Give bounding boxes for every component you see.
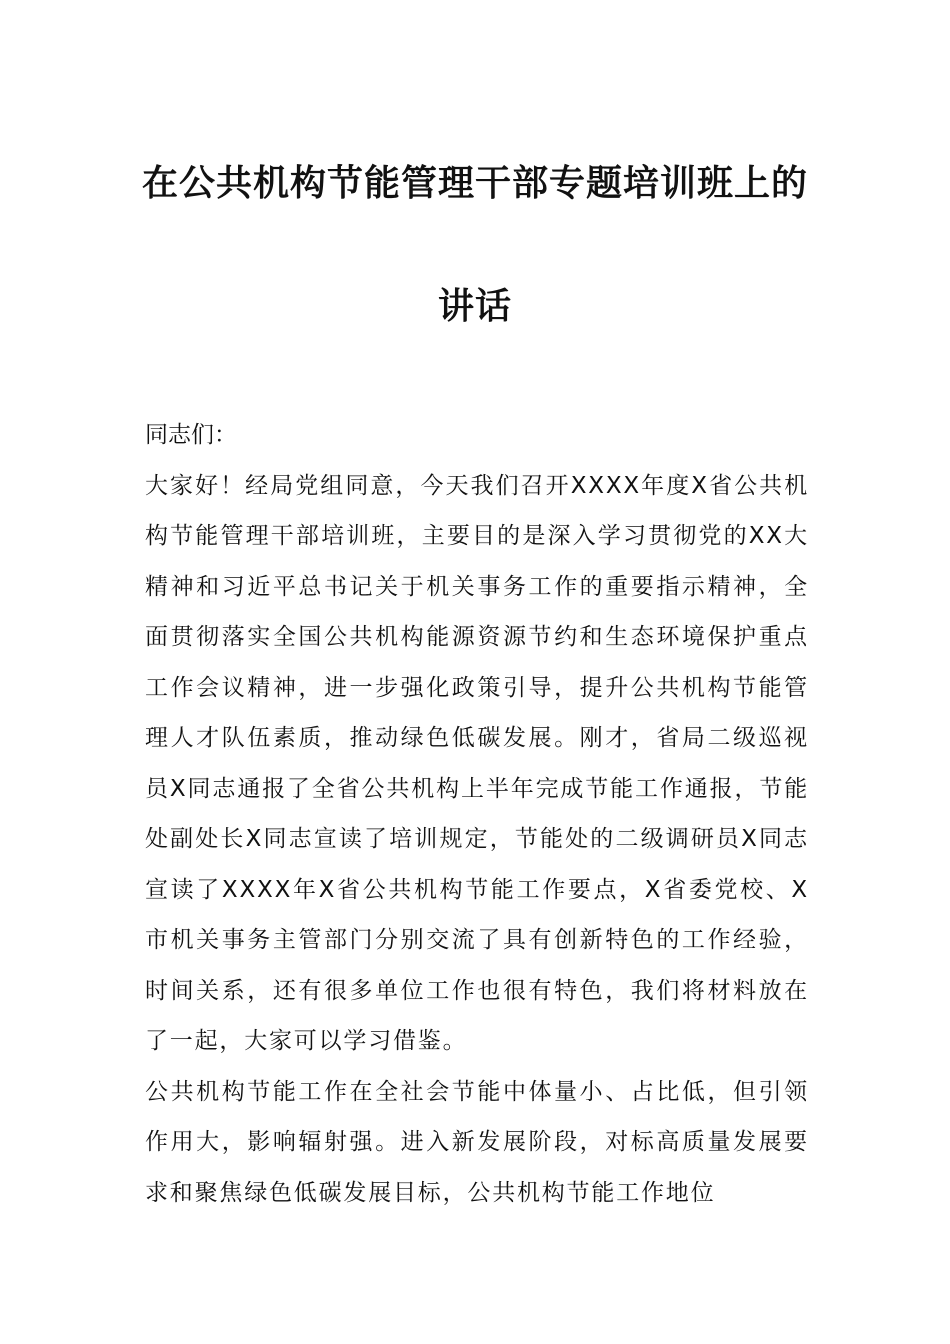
document-title-line-2: 讲话 <box>437 286 512 327</box>
document-body <box>145 410 809 1218</box>
paragraph-1: 大家好！经局党组同意，今天我们召开XXXX年度X省公共机构节能管理干部培训班，主要目的是深入学习贯彻党的XX大精神和习近平总书记关于机关事务工作的重要指示精神，全面贯彻落实全国公共机构能源资源节约和生态环境保护重点工作会议精神，进一步强化政策引导，提升公共机构节能管理人才队伍素质，推动绿色低碳发展。刚才，省局二级巡视员X同志通报了全省公共机构上半年完成节能工作通报，节能处副处长X同志宣读了培训规定，节能处的二级调研员X同志宣读了XXXX年X省公共机构节能工作要点，X省委党校、X市机关事务主管部门分别交流了具有创新特色的工作经验，时间关系，还有很多单位工作也很有特色，我们将材料放在了一起，大家可以学习借鉴。 <box>145 472 809 1054</box>
greeting: 同志们： <box>145 422 237 448</box>
paragraph-2: 公共机构节能工作在全社会节能中体量小、占比低，但引领作用大，影响辐射强。进入新发展阶段，对标高质量发展要求和聚焦绿色低碳发展目标，公共机构节能工作地位 <box>145 1078 809 1206</box>
document-title-line-1: 在公共机构节能管理干部专题培训班上的 <box>141 163 808 204</box>
